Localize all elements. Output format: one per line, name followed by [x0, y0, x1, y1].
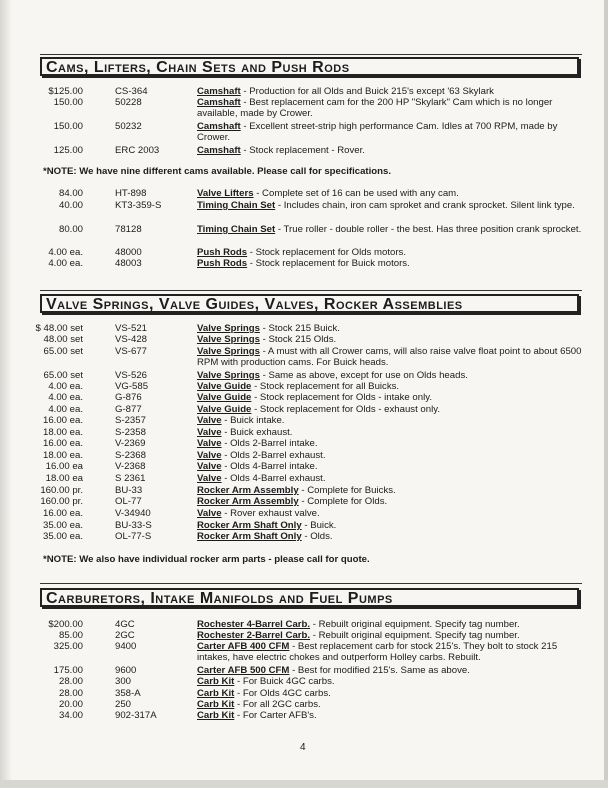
item-details: - Olds 2-Barrel intake.: [221, 438, 318, 449]
item-part-number: 300: [115, 676, 132, 687]
item-name: Rocker Arm Shaft Only: [197, 531, 302, 542]
item-description: [197, 371, 582, 382]
item-part-number: 2GC: [115, 630, 135, 641]
item-details: - For Carter AFB's.: [234, 710, 317, 721]
item-description: [197, 497, 582, 508]
item-price: 28.00: [58, 688, 83, 699]
item-part-number: 250: [115, 699, 132, 710]
item-price: 80.00: [58, 224, 83, 235]
item-name: Valve Springs: [197, 346, 260, 357]
item-details: - Olds.: [301, 531, 333, 542]
item-description: [197, 393, 582, 404]
item-name: Valve Springs: [197, 370, 260, 381]
item-description: [197, 462, 582, 473]
item-details: - For Olds 4GC carbs.: [234, 688, 331, 699]
item-name: Push Rods: [197, 247, 248, 258]
section-rule-top: [40, 54, 582, 55]
item-name: Rochester 4-Barrel Carb.: [197, 619, 311, 630]
item-price: 150.00: [53, 97, 83, 108]
item-details: - Rebuilt original equipment. Specify tag number.: [310, 619, 520, 630]
item-part-number: V-2369: [115, 438, 146, 449]
item-name: Valve: [197, 427, 222, 438]
page-number: 4: [300, 742, 306, 753]
item-name: Rocker Arm Shaft Only: [197, 520, 302, 531]
scan-edge-right: [604, 0, 608, 788]
item-part-number: 48000: [115, 247, 142, 258]
item-price: 150.00: [53, 121, 83, 132]
item-name: Camshaft: [197, 145, 241, 156]
item-description: [197, 201, 582, 212]
item-name: Valve Springs: [197, 323, 260, 334]
item-description: [197, 620, 582, 631]
item-price: 84.00: [58, 188, 83, 199]
item-price: 160.00 pr.: [40, 485, 83, 496]
item-details: - Stock replacement - Rover.: [240, 145, 365, 156]
item-description: [197, 666, 582, 677]
item-price: 16.00 ea.: [42, 508, 83, 519]
section-title-valves: Valve Springs, Valve Guides, Valves, Rocker Assemblies: [40, 294, 579, 313]
item-name: Carb Kit: [197, 710, 235, 721]
item-price: 160.00 pr.: [40, 496, 83, 507]
item-part-number: VS-677: [115, 346, 147, 357]
item-name: Valve: [197, 508, 222, 519]
note-cams: *NOTE: We have nine different cams available. Please call for specifications.: [43, 166, 391, 177]
item-price: 325.00: [53, 641, 83, 652]
item-details: - True roller - double roller - the best. Has three position crank sprocket.: [275, 224, 582, 235]
item-details: - Complete set of 16 can be used with any cam.: [253, 188, 459, 199]
item-details: - Stock 215 Buick.: [259, 323, 340, 334]
item-part-number: CS-364: [115, 86, 148, 97]
item-details: - Buick intake.: [221, 415, 285, 426]
item-part-number: 50228: [115, 97, 142, 108]
item-details: - Stock replacement for Buick motors.: [247, 258, 410, 269]
section-title-carburetors: Carburetors, Intake Manifolds and Fuel Pumps: [40, 588, 579, 607]
item-name: Rocker Arm Assembly: [197, 485, 299, 496]
item-details: - For all 2GC carbs.: [234, 699, 321, 710]
item-details: - Rover exhaust valve.: [221, 508, 320, 519]
item-price: 18.00 ea.: [42, 450, 83, 461]
item-part-number: G-876: [115, 392, 142, 403]
item-description: [197, 189, 582, 200]
item-price: 48.00 set: [43, 334, 83, 345]
item-description: [197, 509, 582, 520]
section-rule-top: [40, 290, 582, 291]
item-part-number: S-2357: [115, 415, 146, 426]
item-details: - Olds 4-Barrel exhaust.: [221, 473, 326, 484]
item-part-number: 9400: [115, 641, 137, 652]
item-part-number: VS-521: [115, 323, 147, 334]
item-details: - Buick exhaust.: [221, 427, 293, 438]
scan-edge-bottom: [0, 780, 608, 788]
item-details: - A must with all Crower cams, will also raise valve float point to about 6500 RPM with production cams. For Buick heads.: [197, 346, 582, 368]
item-details: - Complete for Buicks.: [298, 485, 396, 496]
item-name: Camshaft: [197, 121, 241, 132]
item-part-number: S-2358: [115, 427, 146, 438]
item-price: 65.00 set: [43, 370, 83, 381]
item-description: [197, 416, 582, 427]
item-details: - Olds 4-Barrel intake.: [221, 461, 318, 472]
item-name: Carter AFB 400 CFM: [197, 641, 290, 652]
item-price: $200.00: [48, 619, 83, 630]
item-description: [197, 248, 582, 259]
item-description: [197, 225, 582, 236]
item-details: - Olds 2-Barrel exhaust.: [221, 450, 326, 461]
item-details: - Production for all Olds and Buick 215's except '63 Skylark: [240, 86, 494, 97]
item-price: 16.00 ea.: [42, 438, 83, 449]
item-part-number: S 2361: [115, 473, 146, 484]
item-price: 125.00: [53, 145, 83, 156]
item-part-number: HT-898: [115, 188, 147, 199]
item-description: [197, 474, 582, 485]
item-price: 20.00: [58, 699, 83, 710]
section-rule-top: [40, 583, 582, 584]
item-price: 4.00 ea.: [48, 381, 83, 392]
item-part-number: V-34940: [115, 508, 151, 519]
item-name: Timing Chain Set: [197, 200, 276, 211]
item-description: [197, 521, 582, 532]
scan-edge-left: [0, 0, 12, 788]
item-description: [197, 532, 582, 543]
item-details: - Stock 215 Olds.: [259, 334, 337, 345]
item-name: Camshaft: [197, 97, 241, 108]
item-part-number: V-2368: [115, 461, 146, 472]
item-details: - Same as above, except for use on Olds heads.: [259, 370, 468, 381]
item-name: Rocker Arm Assembly: [197, 496, 299, 507]
item-description: [197, 700, 582, 711]
item-description: [197, 259, 582, 270]
item-details: - Stock replacement for Olds - exhaust only.: [251, 404, 440, 415]
item-price: 16.00 ea: [45, 461, 83, 472]
item-name: Valve: [197, 461, 222, 472]
item-details: - Stock replacement for Olds motors.: [247, 247, 406, 258]
item-name: Valve: [197, 438, 222, 449]
item-part-number: BU-33-S: [115, 520, 152, 531]
item-name: Valve Guide: [197, 392, 252, 403]
item-details: - Best replacement cam for the 200 HP "Skylark" Cam which is no longer available, made by Crower.: [197, 97, 553, 119]
item-part-number: 4GC: [115, 619, 135, 630]
item-part-number: 902-317A: [115, 710, 157, 721]
item-price: 40.00: [58, 200, 83, 211]
item-details: - Buick.: [301, 520, 337, 531]
item-price: 16.00 ea.: [42, 415, 83, 426]
item-description: [197, 711, 582, 722]
item-part-number: OL-77-S: [115, 531, 152, 542]
item-part-number: KT3-359-S: [115, 200, 162, 211]
item-description: [197, 146, 582, 157]
item-details: - Stock replacement for Olds - intake only.: [251, 392, 432, 403]
item-price: 35.00 ea.: [42, 531, 83, 542]
item-price: $ 48.00 set: [35, 323, 83, 334]
item-price: 4.00 ea.: [48, 404, 83, 415]
item-description: [197, 98, 582, 119]
item-description: [197, 631, 582, 642]
item-description: [197, 428, 582, 439]
item-price: 65.00 set: [43, 346, 83, 357]
item-name: Valve: [197, 450, 222, 461]
item-details: - For Buick 4GC carbs.: [234, 676, 335, 687]
item-name: Valve Guide: [197, 404, 252, 415]
item-part-number: 48003: [115, 258, 142, 269]
item-name: Carb Kit: [197, 676, 235, 687]
item-details: - Rebuilt original equipment. Specify tag number.: [310, 630, 520, 641]
item-part-number: BU-33: [115, 485, 143, 496]
item-name: Valve Guide: [197, 381, 252, 392]
item-price: 35.00 ea.: [42, 520, 83, 531]
item-details: - Stock replacement for all Buicks.: [251, 381, 400, 392]
item-description: [197, 405, 582, 416]
item-name: Valve Springs: [197, 334, 260, 345]
item-details: - Best replacement carb for stock 215's. They bolt to stock 215 intakes, have electric chokes and outperform Holley carbs. Rebuilt.: [197, 641, 558, 663]
item-description: [197, 122, 582, 143]
item-description: [197, 439, 582, 450]
item-price: 175.00: [53, 665, 83, 676]
item-description: [197, 324, 582, 335]
item-details: - Includes chain, iron cam sproket and crank sprocket. Silent link type.: [275, 200, 575, 211]
item-name: Camshaft: [197, 86, 241, 97]
item-part-number: 50232: [115, 121, 142, 132]
section-title-cams: Cams, Lifters, Chain Sets and Push Rods: [40, 57, 579, 76]
item-description: [197, 382, 582, 393]
item-part-number: G-877: [115, 404, 142, 415]
item-name: Valve Lifters: [197, 188, 254, 199]
item-price: 18.00 ea: [45, 473, 83, 484]
item-name: Valve: [197, 473, 222, 484]
item-description: [197, 335, 582, 346]
item-details: - Complete for Olds.: [298, 496, 388, 507]
item-description: [197, 87, 582, 98]
item-price: 4.00 ea.: [48, 392, 83, 403]
item-name: Push Rods: [197, 258, 248, 269]
item-part-number: VS-526: [115, 370, 147, 381]
note-rocker-parts: *NOTE: We also have individual rocker arm parts - please call for quote.: [43, 554, 370, 565]
item-details: - Excellent street-strip high performance Cam. Idles at 700 RPM, made by Crower.: [197, 121, 558, 143]
item-description: [197, 677, 582, 688]
item-price: 4.00 ea.: [48, 258, 83, 269]
item-part-number: VS-428: [115, 334, 147, 345]
item-part-number: VG-585: [115, 381, 149, 392]
item-price: $125.00: [48, 86, 83, 97]
item-name: Carb Kit: [197, 699, 235, 710]
item-description: [197, 689, 582, 700]
item-description: [197, 347, 582, 368]
item-price: 34.00: [58, 710, 83, 721]
item-part-number: ERC 2003: [115, 145, 160, 156]
item-name: Rochester 2-Barrel Carb.: [197, 630, 311, 641]
item-price: 85.00: [58, 630, 83, 641]
item-description: [197, 642, 582, 663]
item-description: [197, 451, 582, 462]
item-part-number: 78128: [115, 224, 142, 235]
item-name: Valve: [197, 415, 222, 426]
item-name: Timing Chain Set: [197, 224, 276, 235]
item-part-number: OL-77: [115, 496, 142, 507]
item-part-number: 358-A: [115, 688, 141, 699]
item-part-number: S-2368: [115, 450, 146, 461]
item-details: - Best for modified 215's. Same as above.: [289, 665, 470, 676]
item-price: 28.00: [58, 676, 83, 687]
item-name: Carter AFB 500 CFM: [197, 665, 290, 676]
item-description: [197, 486, 582, 497]
item-part-number: 9600: [115, 665, 137, 676]
item-name: Carb Kit: [197, 688, 235, 699]
item-price: 18.00 ea.: [42, 427, 83, 438]
item-price: 4.00 ea.: [48, 247, 83, 258]
